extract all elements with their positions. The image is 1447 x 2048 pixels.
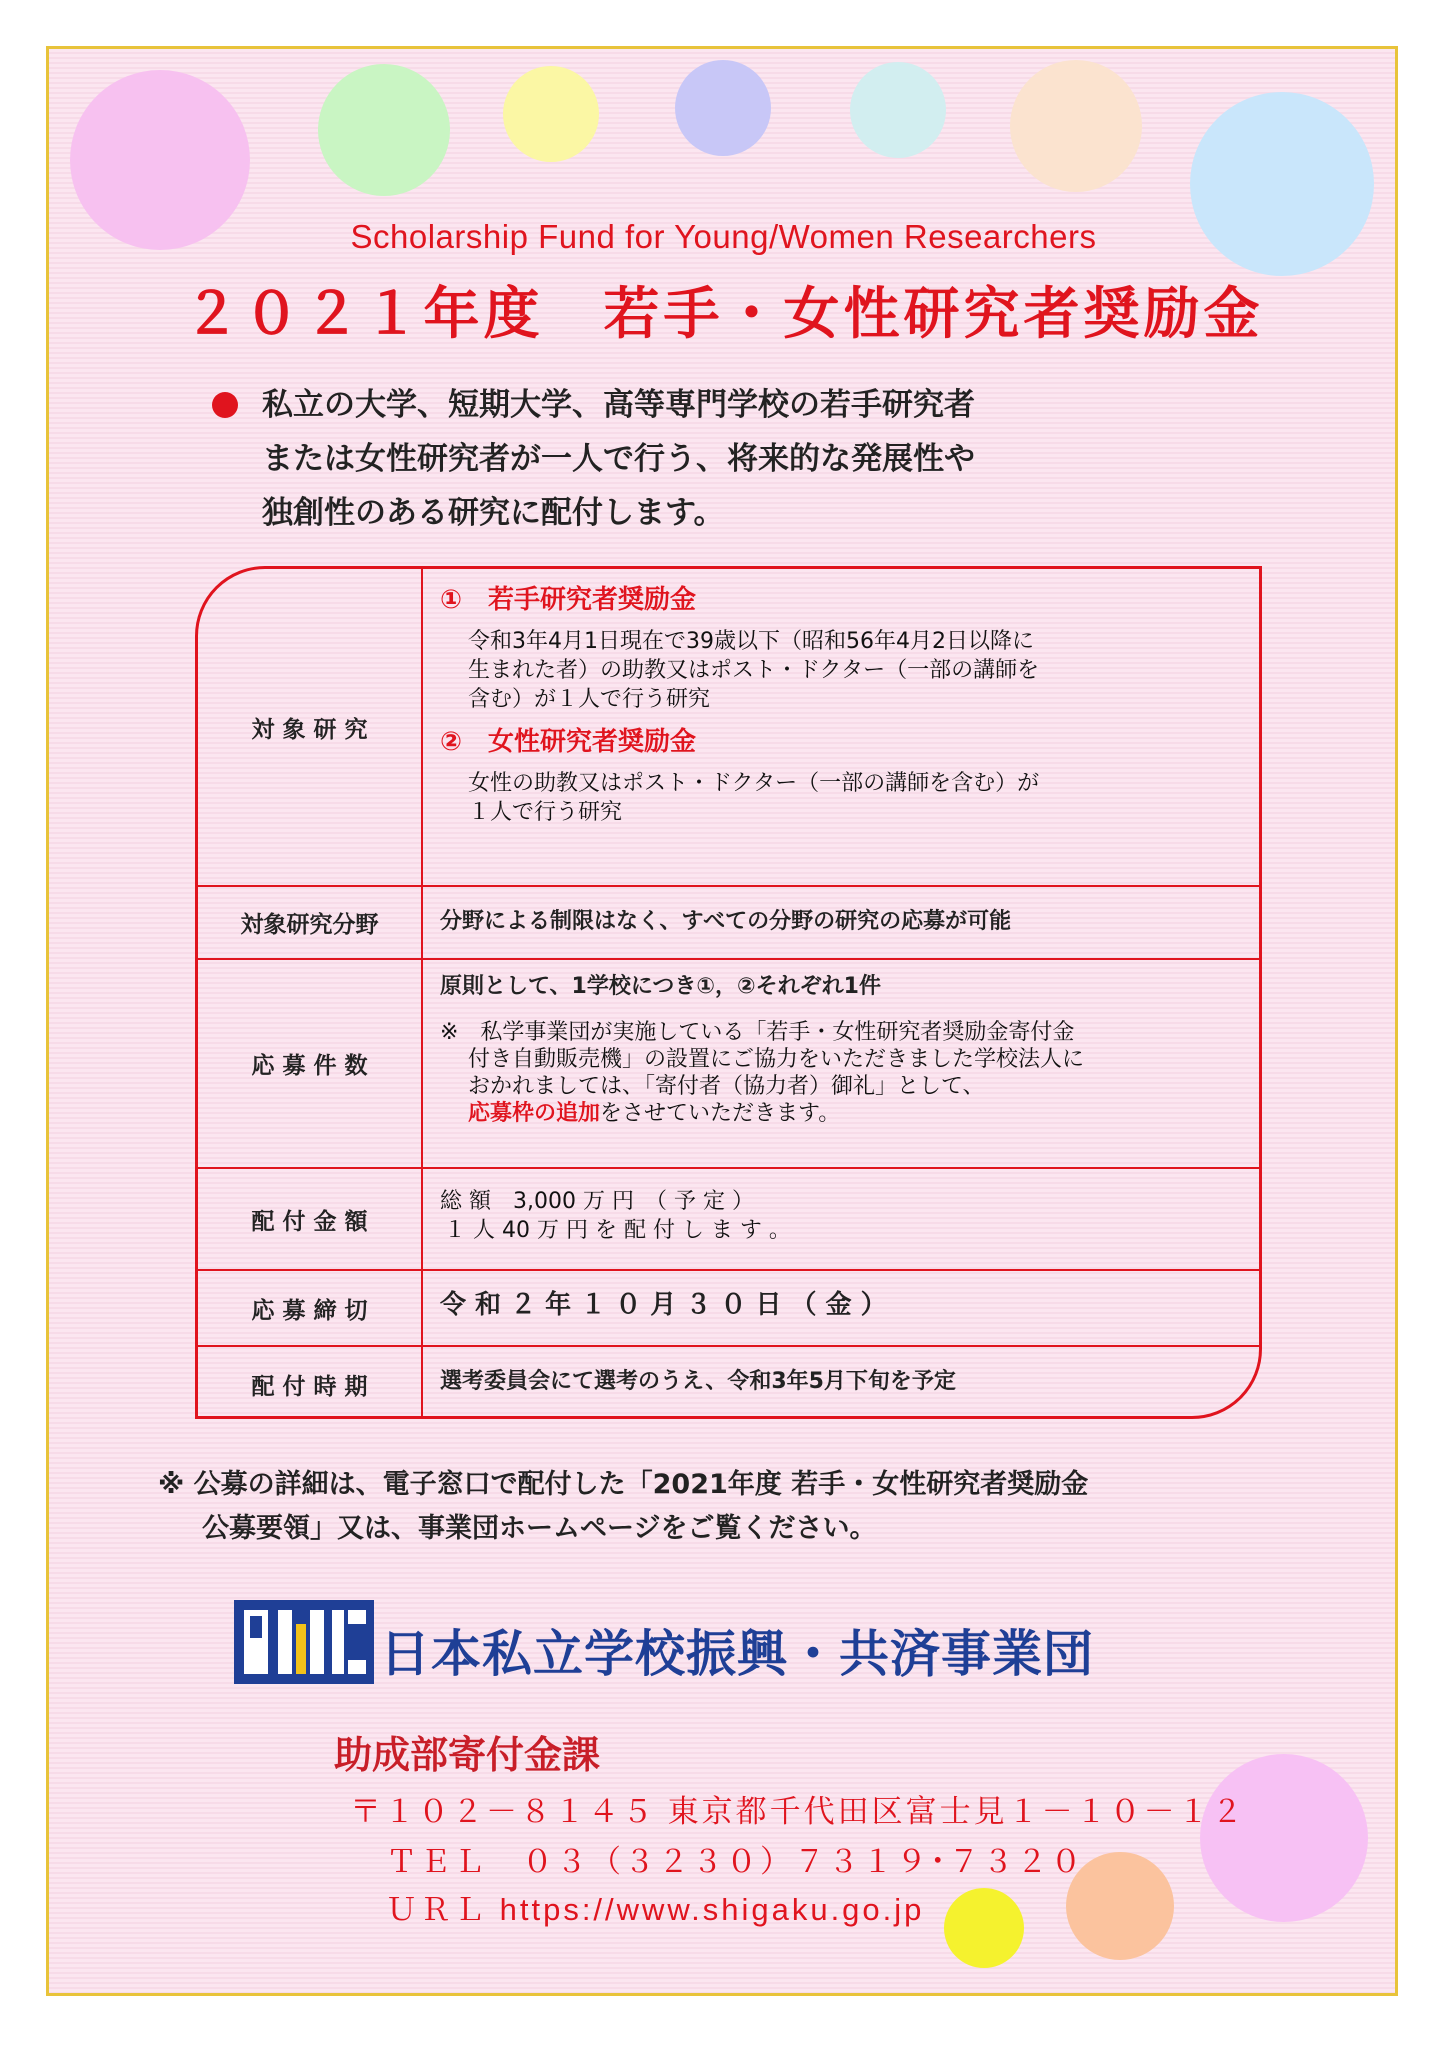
note-line: 付き自動販売機」の設置にご協力をいただきました学校法人に [468,1047,1085,1072]
row-content [440,1187,1247,1245]
intro-text [262,378,1262,540]
row-label: 対 象 研 究 [198,569,423,885]
young-researcher-heading: ① 若手研究者奨励金 [440,585,697,615]
row-content: 令 和 ２ 年 １ ０ 月 ３ ０ 日 （ 金 ） [440,1290,887,1320]
intro-line: 独創性のある研究に配付します。 [262,495,725,531]
intro-line: 私立の大学、短期大学、高等専門学校の若手研究者 [262,387,975,423]
row-content: 分野による制限はなく、すべての分野の研究の応募が可能 [440,909,1012,934]
amount-line: 総 額 3,000 万 円 （ 予 定 ） [440,1189,754,1214]
decor-circle [850,62,946,158]
postal-address: 〒１０２－８１４５ 東京都千代田区富士見１－１０－１２ [350,1794,1246,1829]
text-line: 含む）が１人で行う研究 [468,687,711,712]
women-researcher-heading: ② 女性研究者奨励金 [440,727,697,757]
note-line: ※ 私学事業団が実施している「若手・女性研究者奨励金寄付金 [440,1020,1075,1045]
text-line: 女性の助教又はポスト・ドクター（一部の講師を含む）が [468,771,1040,796]
row-research-field [198,885,1259,958]
website-url[interactable]: ＵＲＬ https://www.shigaku.go.jp [386,1892,925,1927]
organization-logo-icon [234,1600,374,1684]
row-label: 応 募 締 切 [198,1271,423,1345]
note-line: おかれましては、「寄付者（協力者）御礼」として、 [468,1074,985,1099]
row-label: 対象研究分野 [198,887,423,958]
english-subtitle: Scholarship Fund for Young/Women Researchers [350,218,1097,255]
note-text: をさせていただきます。 [600,1101,841,1126]
info-table [195,566,1262,1419]
decor-circle [1200,1754,1368,1922]
row-amount [198,1167,1259,1269]
count-text: 原則として、1学校につき①，②それぞれ1件 [440,974,881,999]
decor-circle [944,1888,1024,1968]
row-content [440,972,1247,1127]
row-application-count [198,958,1259,1167]
note-line [440,1100,1247,1127]
row-label: 配 付 時 期 [198,1347,423,1419]
emphasis-text: 応募枠の追加 [468,1101,601,1126]
row-deadline [198,1269,1259,1345]
footnote-line: 公募要領」又は、事業団ホームページをご覧ください。 [202,1513,877,1544]
row-target-research [198,569,1259,885]
count-note [440,1019,1247,1127]
decor-circle [503,66,599,162]
decor-circle [1010,60,1142,192]
red-bullet-icon [212,392,238,418]
organization-name: 日本私立学校振興・共済事業団 [380,1625,1094,1683]
intro-line: または女性研究者が一人で行う、将来的な発展性や [262,441,975,477]
young-researcher-text [440,627,1247,714]
department-name: 助成部寄付金課 [334,1733,601,1777]
row-label: 配 付 金 額 [198,1169,423,1269]
amount-line: １ 人 40 万 円 を 配 付 し ま す 。 [444,1218,791,1243]
text-line: 令和3年4月1日現在で39歳以下（昭和56年4月2日以降に [468,629,1034,654]
row-label: 応 募 件 数 [198,960,423,1167]
text-line: １人で行う研究 [468,800,623,825]
row-distribution-timing [198,1345,1259,1419]
row-content [440,586,1247,827]
decor-circle [675,60,771,156]
footnote-line: ※ 公募の詳細は、電子窓口で配付した「2021年度 若手・女性研究者奨励金 [158,1469,1089,1500]
text-line: 生まれた者）の助教又はポスト・ドクター（一部の講師を [468,658,1040,683]
footnote [158,1463,1338,1551]
women-researcher-text [440,769,1247,827]
decor-circle [318,64,450,196]
telephone: ＴＥＬ ０３（３２３０）７３１９･７３２０ [386,1844,1085,1879]
page-title: ２０２１年度 若手・女性研究者奨励金 [183,282,1264,347]
row-content: 選考委員会にて選考のうえ、令和3年5月下旬を予定 [440,1369,956,1394]
